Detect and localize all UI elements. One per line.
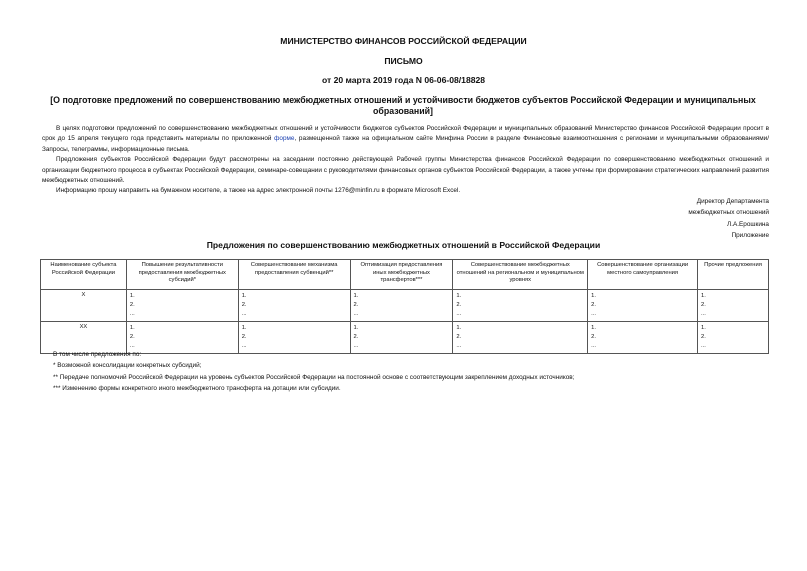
footnote-3: *** Изменению формы конкретного иного межбюджетного трансферта на дотации или субсидии. <box>53 384 341 392</box>
cell-item: 2. <box>241 302 247 308</box>
cell-item: 2. <box>129 302 135 308</box>
cell-item: 1. <box>353 293 359 299</box>
cell-item: 2. <box>591 302 597 308</box>
table-title: Предложения по совершенствованию межбюджетных отношений в Российской Федерации <box>206 240 601 250</box>
table-cell <box>588 322 698 354</box>
table-cell <box>126 290 238 322</box>
cell-item: 2. <box>129 334 135 340</box>
doc-type-heading: ПИСЬМО <box>384 56 423 66</box>
table-cell <box>350 290 453 322</box>
cell-item: ... <box>591 343 597 349</box>
region-cell: Х <box>41 290 127 322</box>
cell-item: ... <box>241 311 247 317</box>
signature-position-1: Директор Департамента <box>696 198 769 205</box>
signature-position-2: межбюджетных отношений <box>688 209 769 217</box>
cell-item: 2. <box>353 334 359 340</box>
paragraph-2: Предложения субъектов Российской Федерации будут рассмотрены на заседании постоянно действующей Рабочей группы Министерства финансов Российской Федерации по совершенствованию межбюджетных отношений и организации бюджетного процесса в субъектах Российской Федерации, семинаре-совещании с руководителями финансовых органов субъектов Российской Федерации, а также учтены при формировании стратегических направлений развития межбюджетных отношений. <box>42 156 769 185</box>
signature-name: Л.А.Ерошкина <box>727 220 769 228</box>
cell-item: 1. <box>241 325 247 331</box>
cell-item: ... <box>701 311 706 317</box>
letter-body <box>42 124 769 197</box>
cell-item: ... <box>456 311 462 317</box>
footnote-lead: В том числе предложения по: <box>53 351 142 358</box>
signature-block <box>688 196 769 242</box>
column-header: Оптимизация предоставления иных межбюджетных трансфертов*** <box>350 260 453 290</box>
table-cell <box>238 290 350 322</box>
cell-item: ... <box>353 343 359 349</box>
attachment-label: Приложение <box>731 232 769 240</box>
cell-item: 1. <box>591 325 597 331</box>
cell-item: 1. <box>129 325 135 331</box>
table-cell <box>698 290 769 322</box>
form-link[interactable]: форме <box>274 135 295 143</box>
cell-item: 1. <box>241 293 247 299</box>
table-row <box>41 290 769 322</box>
cell-item: 1. <box>129 293 135 299</box>
cell-item: 1. <box>591 293 597 299</box>
column-header: Повышение результативности предоставления межбюджетных субсидий* <box>126 260 238 290</box>
column-header: Совершенствование межбюджетных отношений на региональном и муниципальном уровнях <box>453 260 588 290</box>
table-header-row <box>41 260 769 290</box>
proposals-table <box>40 259 769 354</box>
cell-item: 2. <box>701 334 706 340</box>
footnotes <box>53 349 574 394</box>
subject-heading: [О подготовке предложений по совершенствованию межбюджетных отношений и устойчивости бюджетов субъектов Российской Федерации и муниципальных образований] <box>50 95 756 116</box>
ministry-heading: МИНИСТЕРСТВО ФИНАНСОВ РОССИЙСКОЙ ФЕДЕРАЦИИ <box>280 36 527 46</box>
cell-item: 2. <box>456 302 462 308</box>
footnote-1: * Возможной консолидации конкретных субсидий; <box>53 362 202 370</box>
paragraph-1 <box>42 124 769 155</box>
cell-item: 2. <box>353 302 359 308</box>
cell-item: ... <box>129 343 135 349</box>
cell-item: 1. <box>353 325 359 331</box>
table-cell <box>698 322 769 354</box>
table-cell <box>588 290 698 322</box>
cell-item: ... <box>591 311 597 317</box>
p1-text-after: , размещенной также на официальном сайте Минфина России в разделе Финансовые взаимоотношения с регионами и муниципальными образованиями/Запросы, телеграммы, информационные письма. <box>42 135 769 153</box>
cell-item: ... <box>456 343 462 349</box>
column-header: Прочие предложения <box>698 260 769 290</box>
region-cell: ХХ <box>41 322 127 354</box>
cell-item: 1. <box>456 325 462 331</box>
cell-item: ... <box>701 343 706 349</box>
column-header: Совершенствование механизма предоставления субвенций** <box>238 260 350 290</box>
cell-item: ... <box>129 311 135 317</box>
cell-item: 2. <box>701 302 706 308</box>
cell-item: 2. <box>241 334 247 340</box>
cell-item: 1. <box>456 293 462 299</box>
cell-item: 2. <box>591 334 597 340</box>
footnote-2: ** Передаче полномочий Российской Федерации на уровень субъектов Российской Федерации на постоянной основе с соответствующим закреплением доходных источников; <box>53 373 575 381</box>
date-number-heading: от 20 марта 2019 года N 06-06-08/18828 <box>321 75 486 85</box>
cell-item: 1. <box>701 325 706 331</box>
cell-item: ... <box>241 343 247 349</box>
column-header: Наименование субъекта Российской Федерации <box>41 260 127 290</box>
paragraph-3: Информацию прошу направить на бумажном носителе, а также на адрес электронной почты 1276@minfin.ru в формате Microsoft Excel. <box>56 187 461 195</box>
p1-text-before: В целях подготовки предложений по совершенствованию межбюджетных отношений и устойчивости бюджетов субъектов Российской Федерации и муниципальных образований Министерство финансов Российской Федерации просит в срок до 15 апреля текущего года представить материалы по приложенной <box>42 125 769 143</box>
column-header: Совершенствование организации местного самоуправления <box>588 260 698 290</box>
cell-item: 2. <box>456 334 462 340</box>
table-cell <box>453 290 588 322</box>
cell-item: ... <box>353 311 359 317</box>
cell-item: 1. <box>701 293 706 299</box>
